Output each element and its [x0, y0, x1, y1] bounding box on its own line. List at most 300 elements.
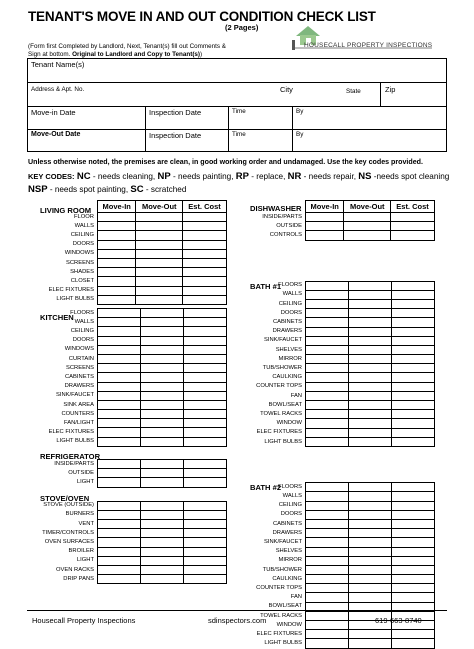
est-cost-cell[interactable] [184, 382, 227, 391]
est-cost-cell[interactable] [184, 519, 227, 528]
item-label: DRAWERS [64, 383, 94, 390]
move-out-cell[interactable] [344, 231, 391, 240]
est-cost-cell[interactable] [392, 410, 435, 419]
est-cost-cell[interactable] [392, 437, 435, 446]
move-out-cell[interactable] [349, 419, 392, 428]
move-out-cell[interactable] [141, 556, 184, 565]
move-in-cell[interactable] [306, 364, 349, 373]
est-cost-cell[interactable] [183, 231, 227, 240]
move-in-cell[interactable] [306, 621, 349, 630]
move-out-cell[interactable] [349, 630, 392, 639]
move-out-cell[interactable] [141, 327, 184, 336]
address-row [28, 83, 447, 107]
est-cost-cell[interactable] [391, 231, 435, 240]
move-in-cell[interactable] [98, 231, 136, 240]
est-cost-cell[interactable] [184, 469, 227, 478]
move-in-cell[interactable] [306, 281, 349, 290]
move-in-cell[interactable] [98, 519, 141, 528]
item-label: WINDOWS [64, 250, 94, 257]
est-cost-cell[interactable] [392, 529, 435, 538]
est-cost-cell[interactable] [392, 556, 435, 565]
checklist-row [98, 258, 227, 267]
move-in-cell[interactable] [98, 410, 141, 419]
page-count: (2 Pages) [225, 23, 259, 32]
zip-label: Zip [385, 85, 396, 94]
right-section-title: DISHWASHER [250, 204, 302, 213]
move-in-cell[interactable] [98, 382, 141, 391]
move-in-cell[interactable] [306, 336, 349, 345]
est-cost-cell[interactable] [392, 309, 435, 318]
est-cost-cell[interactable] [392, 299, 435, 308]
move-out-cell[interactable] [349, 318, 392, 327]
move-in-cell[interactable] [306, 391, 349, 400]
item-label: DRIP PANS [63, 575, 94, 582]
est-cost-cell[interactable] [183, 268, 227, 277]
move-in-cell[interactable] [306, 231, 344, 240]
est-cost-cell[interactable] [183, 295, 227, 304]
item-label: TIMER/CONTROLS [42, 529, 94, 536]
move-out-cell[interactable] [349, 309, 392, 318]
move-in-cell[interactable] [98, 327, 141, 336]
est-cost-cell[interactable] [184, 460, 227, 469]
move-out-cell[interactable] [349, 428, 392, 437]
move-in-cell[interactable] [306, 401, 349, 410]
by-field-2[interactable] [293, 130, 447, 152]
est-cost-cell[interactable] [184, 547, 227, 556]
est-cost-cell[interactable] [392, 565, 435, 574]
move-in-cell[interactable] [306, 410, 349, 419]
est-cost-cell[interactable] [392, 401, 435, 410]
move-out-cell[interactable] [141, 510, 184, 519]
move-out-cell[interactable] [349, 281, 392, 290]
move-out-cell[interactable] [349, 373, 392, 382]
move-out-cell[interactable] [141, 428, 184, 437]
item-label: CABINETS [273, 520, 302, 527]
est-cost-cell[interactable] [392, 519, 435, 528]
est-cost-cell[interactable] [184, 538, 227, 547]
item-label: LIGHT BULBS [56, 438, 94, 445]
move-in-cell[interactable] [306, 565, 349, 574]
est-cost-cell[interactable] [183, 222, 227, 231]
est-cost-cell[interactable] [183, 213, 227, 222]
est-cost-cell[interactable] [392, 327, 435, 336]
est-cost-cell[interactable] [184, 345, 227, 354]
move-out-cell[interactable] [349, 483, 392, 492]
move-out-cell[interactable] [349, 327, 392, 336]
move-in-cell[interactable] [98, 510, 141, 519]
move-out-cell[interactable] [136, 240, 183, 249]
checklist-row [98, 231, 227, 240]
move-in-cell[interactable] [98, 249, 136, 258]
move-in-cell[interactable] [98, 286, 136, 295]
item-label: LIGHT BULBS [264, 438, 302, 445]
est-cost-cell[interactable] [392, 290, 435, 299]
move-out-cell[interactable] [349, 290, 392, 299]
move-in-cell[interactable] [306, 428, 349, 437]
checklist-row [306, 419, 435, 428]
est-cost-cell[interactable] [184, 529, 227, 538]
move-out-cell[interactable] [349, 299, 392, 308]
move-out-cell[interactable] [141, 460, 184, 469]
move-out-cell[interactable] [141, 565, 184, 574]
checklist-row [98, 428, 227, 437]
est-cost-cell[interactable] [392, 281, 435, 290]
est-cost-cell[interactable] [184, 575, 227, 584]
move-out-cell[interactable] [141, 547, 184, 556]
move-in-cell[interactable] [98, 318, 141, 327]
move-out-cell[interactable] [349, 547, 392, 556]
checklist-row [98, 286, 227, 295]
move-out-cell[interactable] [349, 501, 392, 510]
est-cost-cell[interactable] [392, 336, 435, 345]
move-in-cell[interactable] [98, 213, 136, 222]
item-label: FAN/LIGHT [64, 419, 94, 426]
move-in-cell[interactable] [306, 419, 349, 428]
move-in-cell[interactable] [306, 584, 349, 593]
item-label: WINDOW [276, 420, 302, 427]
est-cost-cell[interactable] [183, 286, 227, 295]
move-out-cell[interactable] [141, 538, 184, 547]
move-out-cell[interactable] [141, 575, 184, 584]
move-out-cell[interactable] [141, 478, 184, 487]
move-in-cell[interactable] [306, 593, 349, 602]
footer-phone: 619-663-8740 [375, 616, 422, 625]
checklist-row [98, 460, 227, 469]
checklist-row [98, 327, 227, 336]
move-in-cell[interactable] [306, 327, 349, 336]
move-out-cell[interactable] [349, 437, 392, 446]
est-cost-cell[interactable] [184, 391, 227, 400]
checklist-row [306, 519, 435, 528]
left-section-grid [97, 459, 227, 488]
est-cost-cell[interactable] [184, 364, 227, 373]
move-in-cell[interactable] [98, 268, 136, 277]
tenant-names-field[interactable] [28, 59, 447, 83]
move-in-cell[interactable] [306, 547, 349, 556]
item-label: LIGHT [76, 557, 94, 564]
move-out-cell[interactable] [141, 410, 184, 419]
move-in-cell[interactable] [306, 373, 349, 382]
move-out-cell[interactable] [349, 575, 392, 584]
move-out-cell[interactable] [349, 565, 392, 574]
move-out-cell[interactable] [136, 268, 183, 277]
move-in-cell[interactable] [98, 391, 141, 400]
est-cost-cell[interactable] [184, 410, 227, 419]
est-cost-cell[interactable] [392, 639, 435, 648]
est-cost-cell[interactable] [184, 373, 227, 382]
est-cost-cell[interactable] [183, 240, 227, 249]
item-label: BURNERS [65, 511, 94, 518]
move-out-cell[interactable] [141, 400, 184, 409]
est-cost-cell[interactable] [392, 419, 435, 428]
est-cost-cell[interactable] [392, 483, 435, 492]
move-in-cell[interactable] [306, 501, 349, 510]
move-in-cell[interactable] [306, 318, 349, 327]
move-out-cell[interactable] [141, 336, 184, 345]
move-out-cell[interactable] [136, 213, 183, 222]
est-cost-cell[interactable] [183, 249, 227, 258]
item-label: FLOORS [278, 483, 302, 490]
move-in-cell[interactable] [306, 382, 349, 391]
move-in-cell[interactable] [98, 538, 141, 547]
move-in-cell[interactable] [98, 222, 136, 231]
est-cost-cell[interactable] [392, 547, 435, 556]
move-out-cell[interactable] [349, 492, 392, 501]
move-out-cell[interactable] [136, 222, 183, 231]
move-out-cell[interactable] [349, 519, 392, 528]
item-label: DRAWERS [272, 529, 302, 536]
checklist-row [98, 556, 227, 565]
move-out-cell[interactable] [344, 222, 391, 231]
checklist-row [306, 483, 435, 492]
move-out-cell[interactable] [349, 639, 392, 648]
checklist-row [306, 501, 435, 510]
move-out-cell[interactable] [141, 519, 184, 528]
est-cost-cell[interactable] [392, 510, 435, 519]
move-out-cell[interactable] [136, 249, 183, 258]
move-out-cell[interactable] [349, 345, 392, 354]
item-label: SINK/FAUCET [263, 538, 302, 545]
move-in-cell[interactable] [98, 529, 141, 538]
est-cost-cell[interactable] [184, 318, 227, 327]
move-out-cell[interactable] [349, 593, 392, 602]
est-cost-cell[interactable] [184, 419, 227, 428]
by-field-1[interactable] [293, 107, 447, 130]
checklist-row [98, 519, 227, 528]
move-out-cell[interactable] [349, 336, 392, 345]
checklist-row [306, 547, 435, 556]
move-in-cell[interactable] [98, 437, 141, 446]
move-out-cell[interactable] [349, 382, 392, 391]
move-out-cell[interactable] [141, 364, 184, 373]
move-in-cell[interactable] [98, 309, 141, 318]
move-in-cell[interactable] [306, 492, 349, 501]
est-cost-cell[interactable] [184, 309, 227, 318]
move-out-cell[interactable] [136, 258, 183, 267]
est-cost-cell[interactable] [392, 364, 435, 373]
checklist-row [306, 222, 435, 231]
est-cost-cell[interactable] [184, 428, 227, 437]
move-in-cell[interactable] [306, 290, 349, 299]
est-cost-cell[interactable] [392, 575, 435, 584]
move-in-cell[interactable] [306, 575, 349, 584]
move-in-cell[interactable] [98, 501, 141, 510]
est-cost-cell[interactable] [392, 501, 435, 510]
move-in-cell[interactable] [306, 213, 344, 222]
est-cost-cell[interactable] [184, 327, 227, 336]
est-cost-cell[interactable] [392, 584, 435, 593]
item-label: COUNTER TOPS [256, 584, 302, 591]
move-out-cell[interactable] [141, 437, 184, 446]
move-in-cell[interactable] [306, 345, 349, 354]
move-out-cell[interactable] [349, 401, 392, 410]
code-sc-text: - scratched [143, 185, 187, 194]
move-out-cell[interactable] [141, 354, 184, 363]
move-out-cell[interactable] [136, 295, 183, 304]
checklist-row [306, 437, 435, 446]
est-cost-cell[interactable] [391, 213, 435, 222]
move-out-cell[interactable] [349, 584, 392, 593]
code-nc: NC [76, 171, 91, 182]
checklist-row [306, 575, 435, 584]
est-cost-cell[interactable] [392, 373, 435, 382]
move-out-cell[interactable] [141, 529, 184, 538]
move-out-cell[interactable] [141, 309, 184, 318]
move-in-cell[interactable] [306, 639, 349, 648]
move-in-cell[interactable] [98, 345, 141, 354]
item-label: WALLS [74, 222, 94, 229]
time-label-2: Time [232, 131, 246, 138]
key-codes-label: KEY CODES: [28, 172, 75, 181]
move-out-cell[interactable] [141, 373, 184, 382]
move-out-date-field[interactable] [28, 130, 146, 152]
est-cost-cell[interactable] [184, 336, 227, 345]
move-out-cell[interactable] [141, 419, 184, 428]
move-in-cell[interactable] [98, 556, 141, 565]
move-in-cell[interactable] [98, 478, 141, 487]
est-cost-cell[interactable] [392, 428, 435, 437]
move-in-cell[interactable] [98, 400, 141, 409]
est-cost-cell[interactable] [392, 355, 435, 364]
move-in-cell[interactable] [98, 565, 141, 574]
item-label: ELEC FIXTURES [256, 429, 302, 436]
est-cost-cell[interactable] [184, 354, 227, 363]
est-cost-cell[interactable] [184, 565, 227, 574]
move-in-cell[interactable] [306, 299, 349, 308]
move-in-cell[interactable] [98, 277, 136, 286]
move-in-cell[interactable] [98, 295, 136, 304]
code-rp: RP [235, 171, 249, 182]
move-in-cell[interactable] [98, 428, 141, 437]
est-cost-cell[interactable] [184, 437, 227, 446]
time-field-2[interactable] [229, 130, 293, 152]
item-label: CABINETS [65, 373, 94, 380]
move-in-cell[interactable] [306, 529, 349, 538]
move-in-date-label: Move-in Date [31, 108, 76, 117]
intro-bold: Original to Landlord and Copy to Tenant(s) [72, 51, 201, 58]
move-out-cell[interactable] [141, 501, 184, 510]
move-in-cell[interactable] [306, 556, 349, 565]
left-section-title: LIVING ROOM [40, 206, 92, 215]
checklist-row [98, 382, 227, 391]
move-out-cell[interactable] [141, 318, 184, 327]
move-in-cell[interactable] [98, 258, 136, 267]
move-out-date-label: Move-Out Date [31, 131, 81, 138]
est-cost-cell[interactable] [184, 501, 227, 510]
move-in-cell[interactable] [306, 519, 349, 528]
footer-company: Housecall Property Inspections [32, 616, 136, 625]
est-cost-cell[interactable] [184, 556, 227, 565]
tenant-info-table [27, 58, 447, 152]
est-cost-cell[interactable] [391, 222, 435, 231]
move-out-cell[interactable] [141, 391, 184, 400]
checklist-row [98, 318, 227, 327]
move-in-date-field[interactable] [28, 107, 146, 130]
est-cost-cell[interactable] [184, 400, 227, 409]
move-out-cell[interactable] [349, 538, 392, 547]
move-in-cell[interactable] [98, 575, 141, 584]
move-in-cell[interactable] [98, 240, 136, 249]
move-in-cell[interactable] [98, 354, 141, 363]
code-rp-text: - replace, [248, 172, 288, 181]
move-out-cell[interactable] [141, 382, 184, 391]
move-out-cell[interactable] [344, 213, 391, 222]
checklist-row [306, 373, 435, 382]
move-out-cell[interactable] [141, 469, 184, 478]
est-cost-cell[interactable] [392, 318, 435, 327]
item-label: CEILING [278, 502, 302, 509]
move-in-cell[interactable] [306, 510, 349, 519]
est-cost-cell[interactable] [183, 277, 227, 286]
move-in-cell[interactable] [306, 355, 349, 364]
move-out-cell[interactable] [136, 277, 183, 286]
item-label: ELEC FIXTURES [48, 287, 94, 294]
est-cost-cell[interactable] [184, 510, 227, 519]
inspection-date-field-2[interactable] [146, 130, 229, 152]
condition-note: Unless otherwise noted, the premises are clean, in good working order and undamaged. Use the key codes provided. [28, 158, 423, 166]
move-out-cell[interactable] [349, 364, 392, 373]
logo-text: HOUSECALL PROPERTY INSPECTIONS [304, 42, 433, 49]
move-in-cell[interactable] [98, 547, 141, 556]
item-label: FAN [290, 392, 302, 399]
by-label-1: By [296, 108, 304, 115]
est-cost-cell[interactable] [392, 630, 435, 639]
move-in-cell[interactable] [306, 611, 349, 620]
item-label: ELEC FIXTURES [48, 429, 94, 436]
checklist-row [98, 469, 227, 478]
intro-text [28, 43, 268, 59]
move-out-cell[interactable] [349, 510, 392, 519]
item-label: SINK AREA [63, 401, 94, 408]
item-label: CEILING [70, 327, 94, 334]
move-in-cell[interactable] [98, 419, 141, 428]
time-field-1[interactable] [229, 107, 293, 130]
move-in-cell[interactable] [98, 460, 141, 469]
move-out-cell[interactable] [141, 345, 184, 354]
move-out-cell[interactable] [136, 231, 183, 240]
move-in-cell[interactable] [306, 630, 349, 639]
move-out-cell[interactable] [349, 410, 392, 419]
code-ns: NS [358, 171, 372, 182]
est-cost-cell[interactable] [392, 391, 435, 400]
move-in-cell[interactable] [98, 336, 141, 345]
est-cost-cell[interactable] [184, 478, 227, 487]
move-in-cell[interactable] [306, 483, 349, 492]
move-out-cell[interactable] [349, 391, 392, 400]
est-cost-cell[interactable] [392, 345, 435, 354]
est-cost-cell[interactable] [392, 593, 435, 602]
move-in-cell[interactable] [98, 364, 141, 373]
move-out-cell[interactable] [349, 556, 392, 565]
est-cost-cell[interactable] [392, 382, 435, 391]
move-in-cell[interactable] [306, 309, 349, 318]
move-in-cell[interactable] [98, 373, 141, 382]
move-in-cell[interactable] [306, 437, 349, 446]
item-label: SINK/FAUCET [55, 392, 94, 399]
move-in-cell[interactable] [306, 222, 344, 231]
checklist-row [306, 364, 435, 373]
move-out-cell[interactable] [349, 355, 392, 364]
move-in-cell[interactable] [306, 538, 349, 547]
move-in-cell[interactable] [98, 469, 141, 478]
est-cost-cell[interactable] [392, 492, 435, 501]
est-cost-cell[interactable] [392, 538, 435, 547]
est-cost-cell[interactable] [183, 258, 227, 267]
move-out-cell[interactable] [349, 529, 392, 538]
inspection-date-field-1[interactable] [146, 107, 229, 130]
checklist-row [306, 593, 435, 602]
move-out-cell[interactable] [136, 286, 183, 295]
